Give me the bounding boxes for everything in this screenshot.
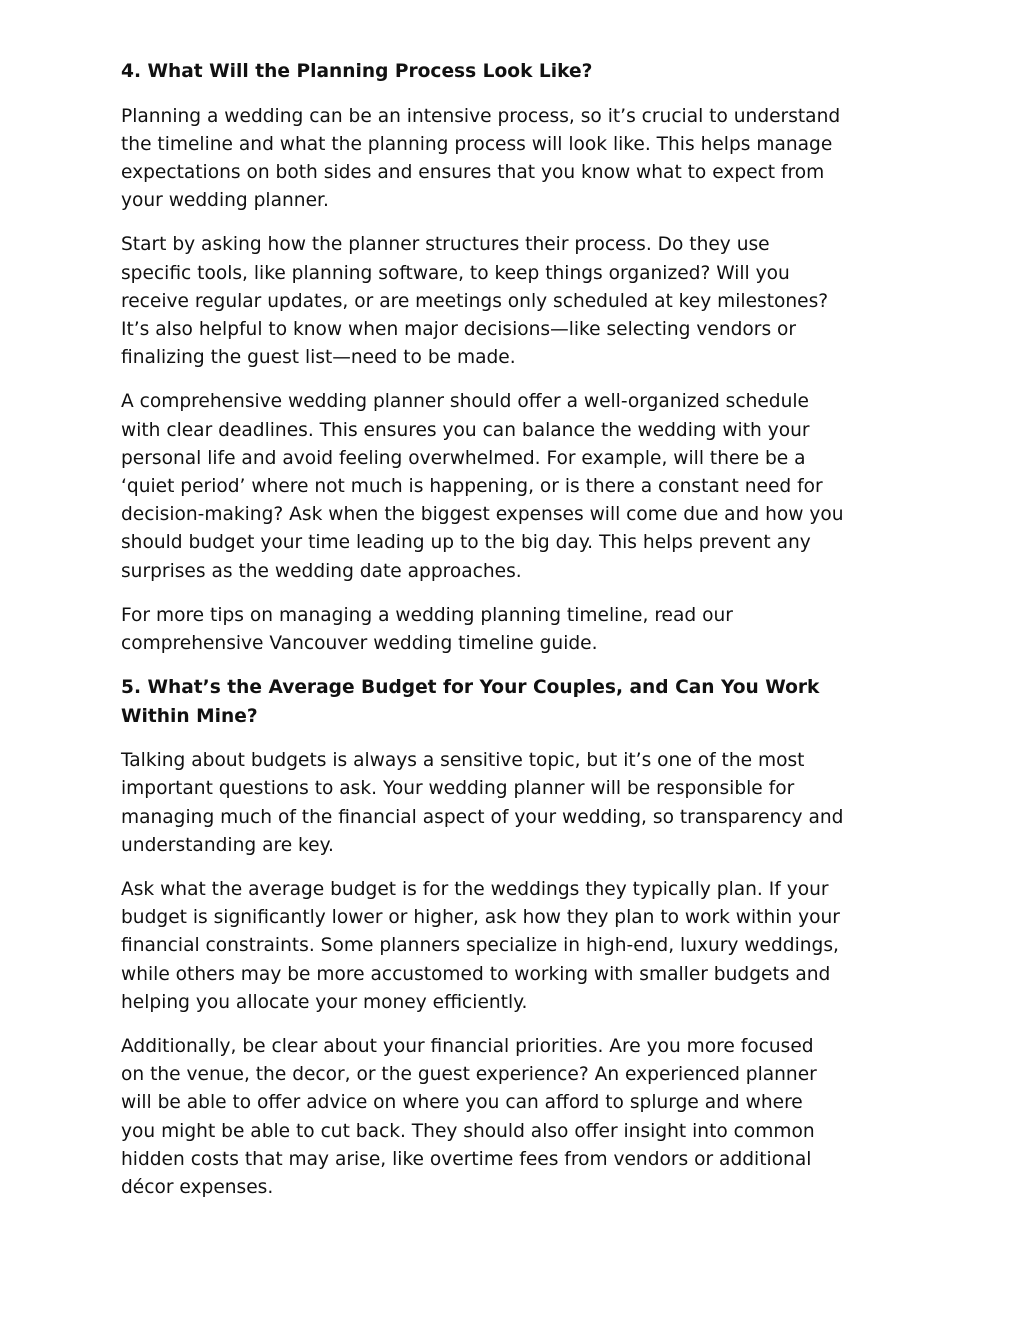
text-line: surprises as the wedding date approaches. (121, 560, 522, 582)
text-line: expectations on both sides and ensures that you know what to expect from (121, 161, 825, 183)
text-line: Start by asking how the planner structures their process. Do they use (121, 234, 770, 256)
text-line: while others may be more accustomed to working with smaller budgets and (121, 963, 831, 985)
text-line: receive regular updates, or are meetings only scheduled at key milestones? (121, 290, 829, 312)
text-line: helping you allocate your money efficiently. (121, 991, 528, 1013)
text-line: should budget your time leading up to the big day. This helps prevent any (121, 532, 811, 554)
section-4-heading-text: 4. What Will the Planning Process Look Like? (121, 61, 593, 82)
section-5-paragraph-3 (121, 1033, 921, 1202)
document-page (121, 58, 921, 1218)
text-line: will be able to offer advice on where you can afford to splurge and where (121, 1092, 803, 1114)
section-4-heading (121, 58, 921, 87)
text-line: finalizing the guest list—need to be made. (121, 347, 516, 369)
text-line: budget is significantly lower or higher, ask how they plan to work within your (121, 907, 840, 929)
text-line: you might be able to cut back. They should also offer insight into common (121, 1120, 815, 1142)
text-line: the timeline and what the planning process will look like. This helps manage (121, 133, 833, 155)
section-4-paragraph-3 (121, 388, 921, 585)
section-5-heading-line: 5. What’s the Average Budget for Your Couples, and Can You Work (121, 677, 820, 699)
text-line: For more tips on managing a wedding planning timeline, read our (121, 604, 733, 626)
text-line: A comprehensive wedding planner should offer a well-organized schedule (121, 391, 809, 413)
section-4-paragraph-4 (121, 602, 921, 658)
section-5-paragraph-2 (121, 876, 921, 1017)
section-4-paragraph-1 (121, 103, 921, 216)
text-line: Ask what the average budget is for the weddings they typically plan. If your (121, 878, 829, 900)
text-line: on the venue, the decor, or the guest experience? An experienced planner (121, 1064, 817, 1086)
text-line: comprehensive Vancouver wedding timeline guide. (121, 632, 598, 654)
text-line: decision-making? Ask when the biggest expenses will come due and how you (121, 504, 844, 526)
section-4-paragraph-2 (121, 231, 921, 372)
text-line: Planning a wedding can be an intensive process, so it’s crucial to understand (121, 105, 841, 127)
text-line: with clear deadlines. This ensures you can balance the wedding with your (121, 419, 810, 441)
text-line: important questions to ask. Your wedding planner will be responsible for (121, 778, 795, 800)
section-5-heading (121, 674, 921, 731)
section-5-paragraph-1 (121, 747, 921, 860)
text-line: It’s also helpful to know when major decisions—like selecting vendors or (121, 318, 797, 340)
text-line: décor expenses. (121, 1177, 274, 1198)
text-line: specific tools, like planning software, to keep things organized? Will you (121, 262, 790, 284)
text-line: managing much of the financial aspect of your wedding, so transparency and (121, 806, 844, 828)
text-line: financial constraints. Some planners specialize in high-end, luxury weddings, (121, 935, 839, 957)
text-line: hidden costs that may arise, like overtime fees from vendors or additional (121, 1148, 812, 1170)
text-line: ‘quiet period’ where not much is happening, or is there a constant need for (121, 475, 823, 497)
text-line: Talking about budgets is always a sensitive topic, but it’s one of the most (121, 750, 805, 772)
section-5-heading-line: Within Mine? (121, 705, 258, 727)
text-line: your wedding planner. (121, 190, 329, 212)
text-line: personal life and avoid feeling overwhelmed. For example, will there be a (121, 447, 806, 469)
text-line: understanding are key. (121, 834, 334, 856)
text-line: Additionally, be clear about your financial priorities. Are you more focused (121, 1035, 814, 1057)
